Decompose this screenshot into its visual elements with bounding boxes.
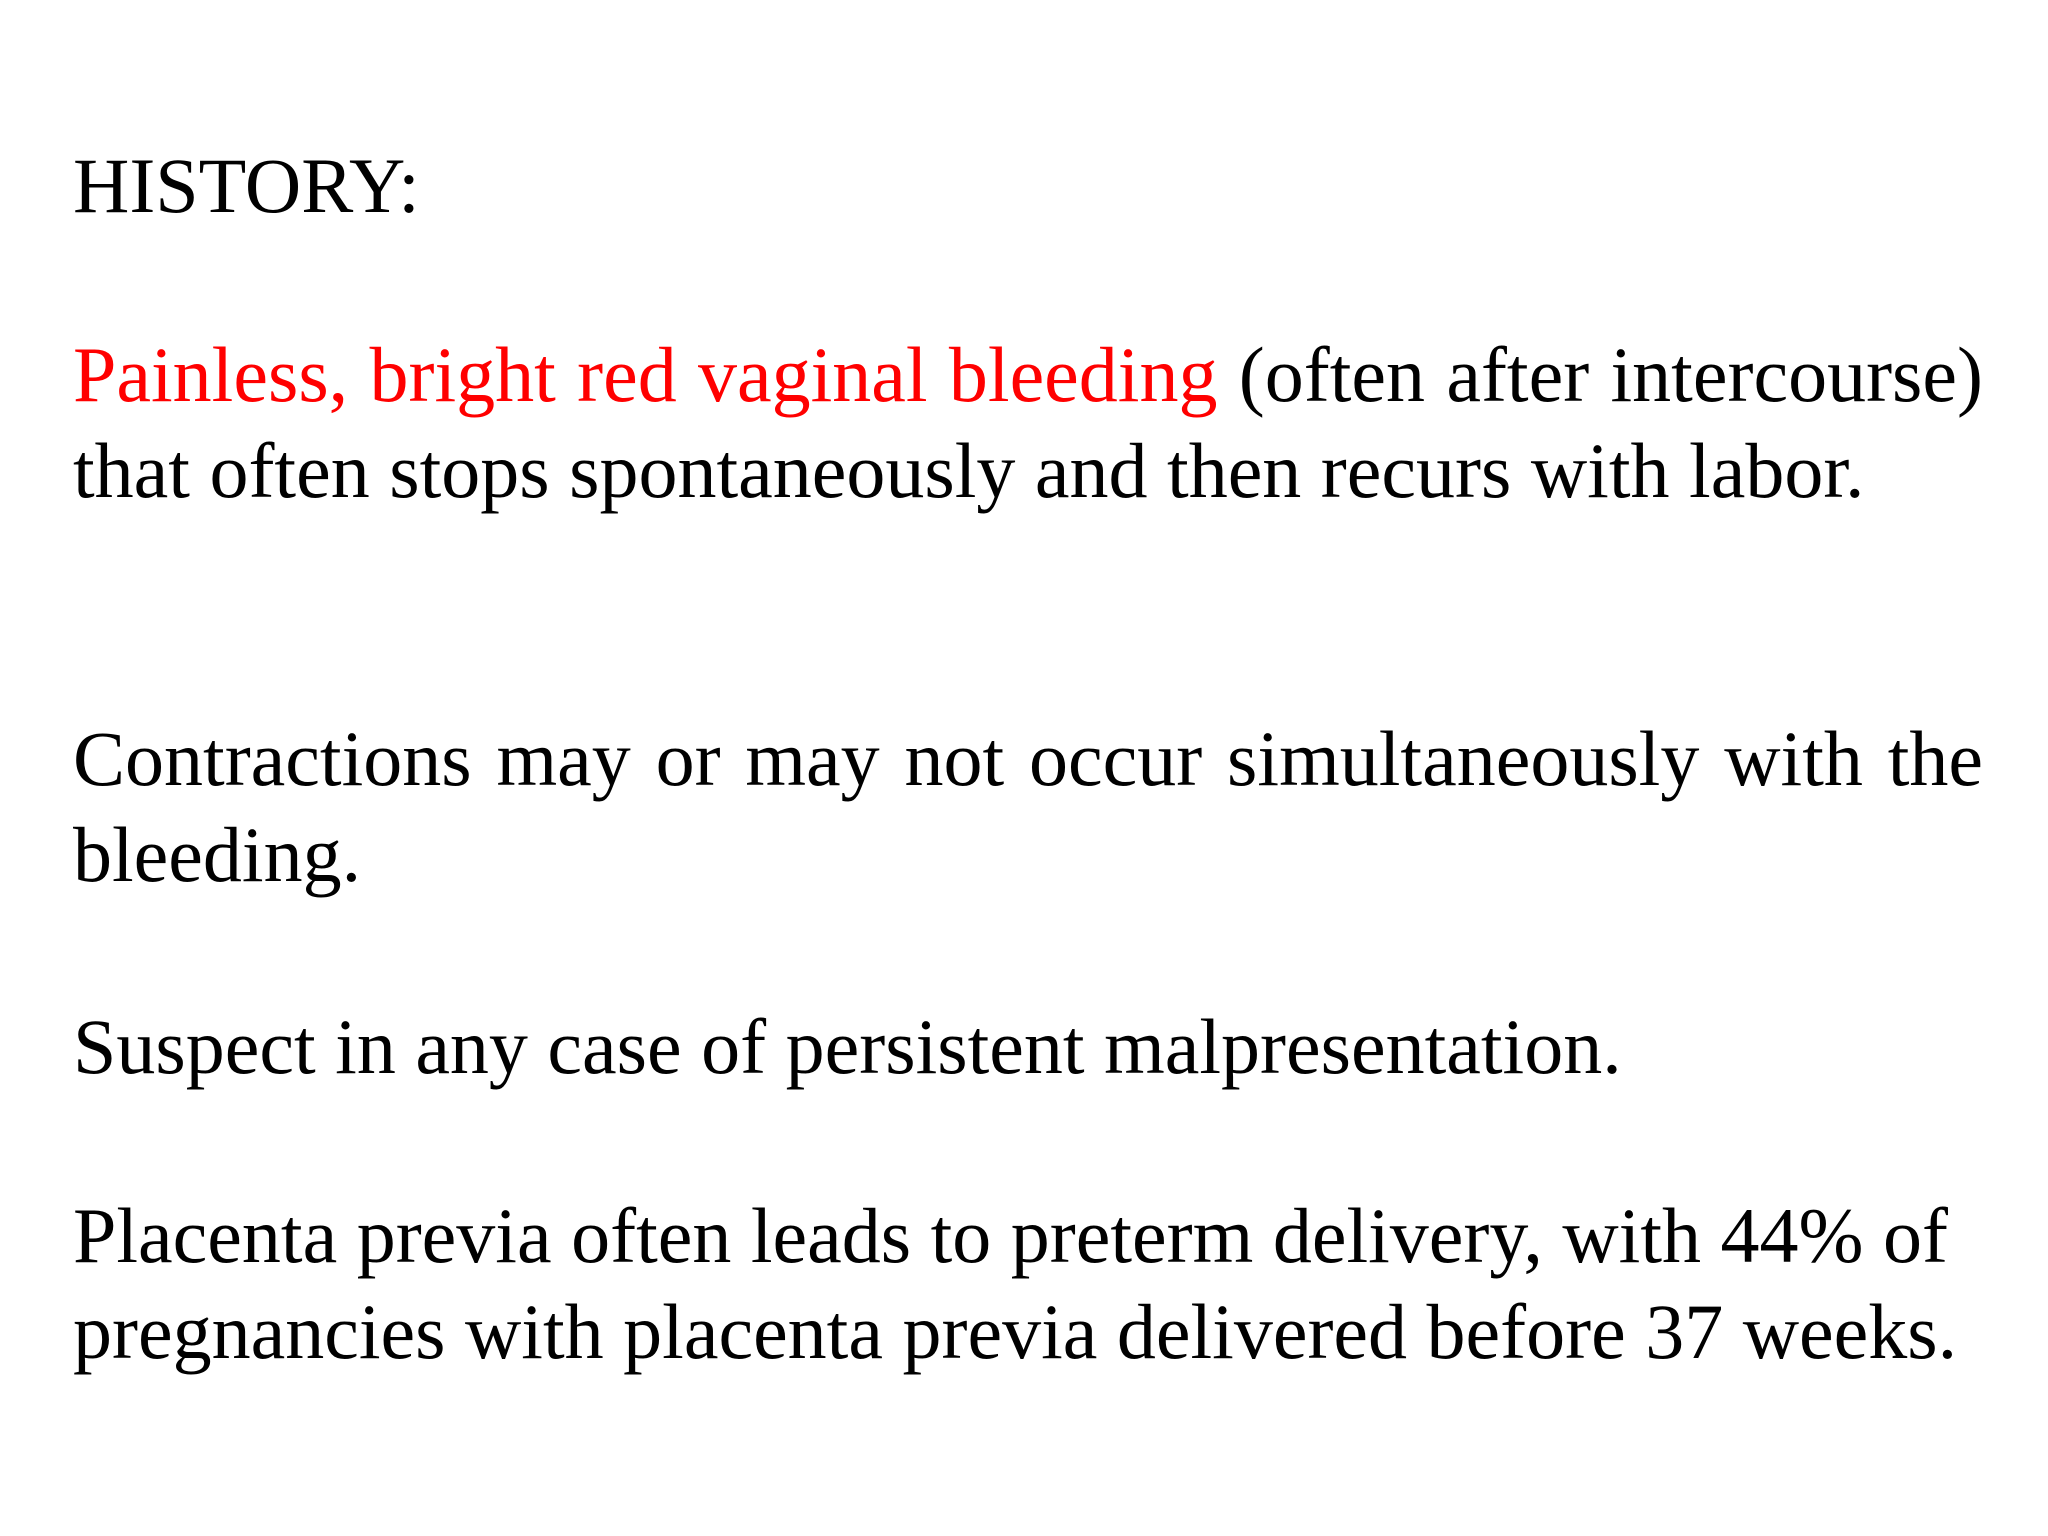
section-heading: HISTORY: <box>73 142 420 229</box>
history-paragraph-contractions: Contractions may or may not occur simultaneously with the bleeding. <box>73 715 1983 898</box>
history-paragraph-preterm-delivery: Placenta previa often leads to preterm delivery, with 44% of pregnancies with placenta previa delivered before 37 weeks. <box>73 1192 1958 1375</box>
history-paragraph-malpresentation: Suspect in any case of persistent malpresentation. <box>73 1003 1622 1090</box>
history-paragraph-bleeding <box>73 327 1983 519</box>
symptom-detail-text: (often after intercourse) that often stops spontaneously and then recurs with labor. <box>73 331 1983 514</box>
highlighted-symptom-text: Painless, bright red vaginal bleeding <box>73 331 1218 418</box>
